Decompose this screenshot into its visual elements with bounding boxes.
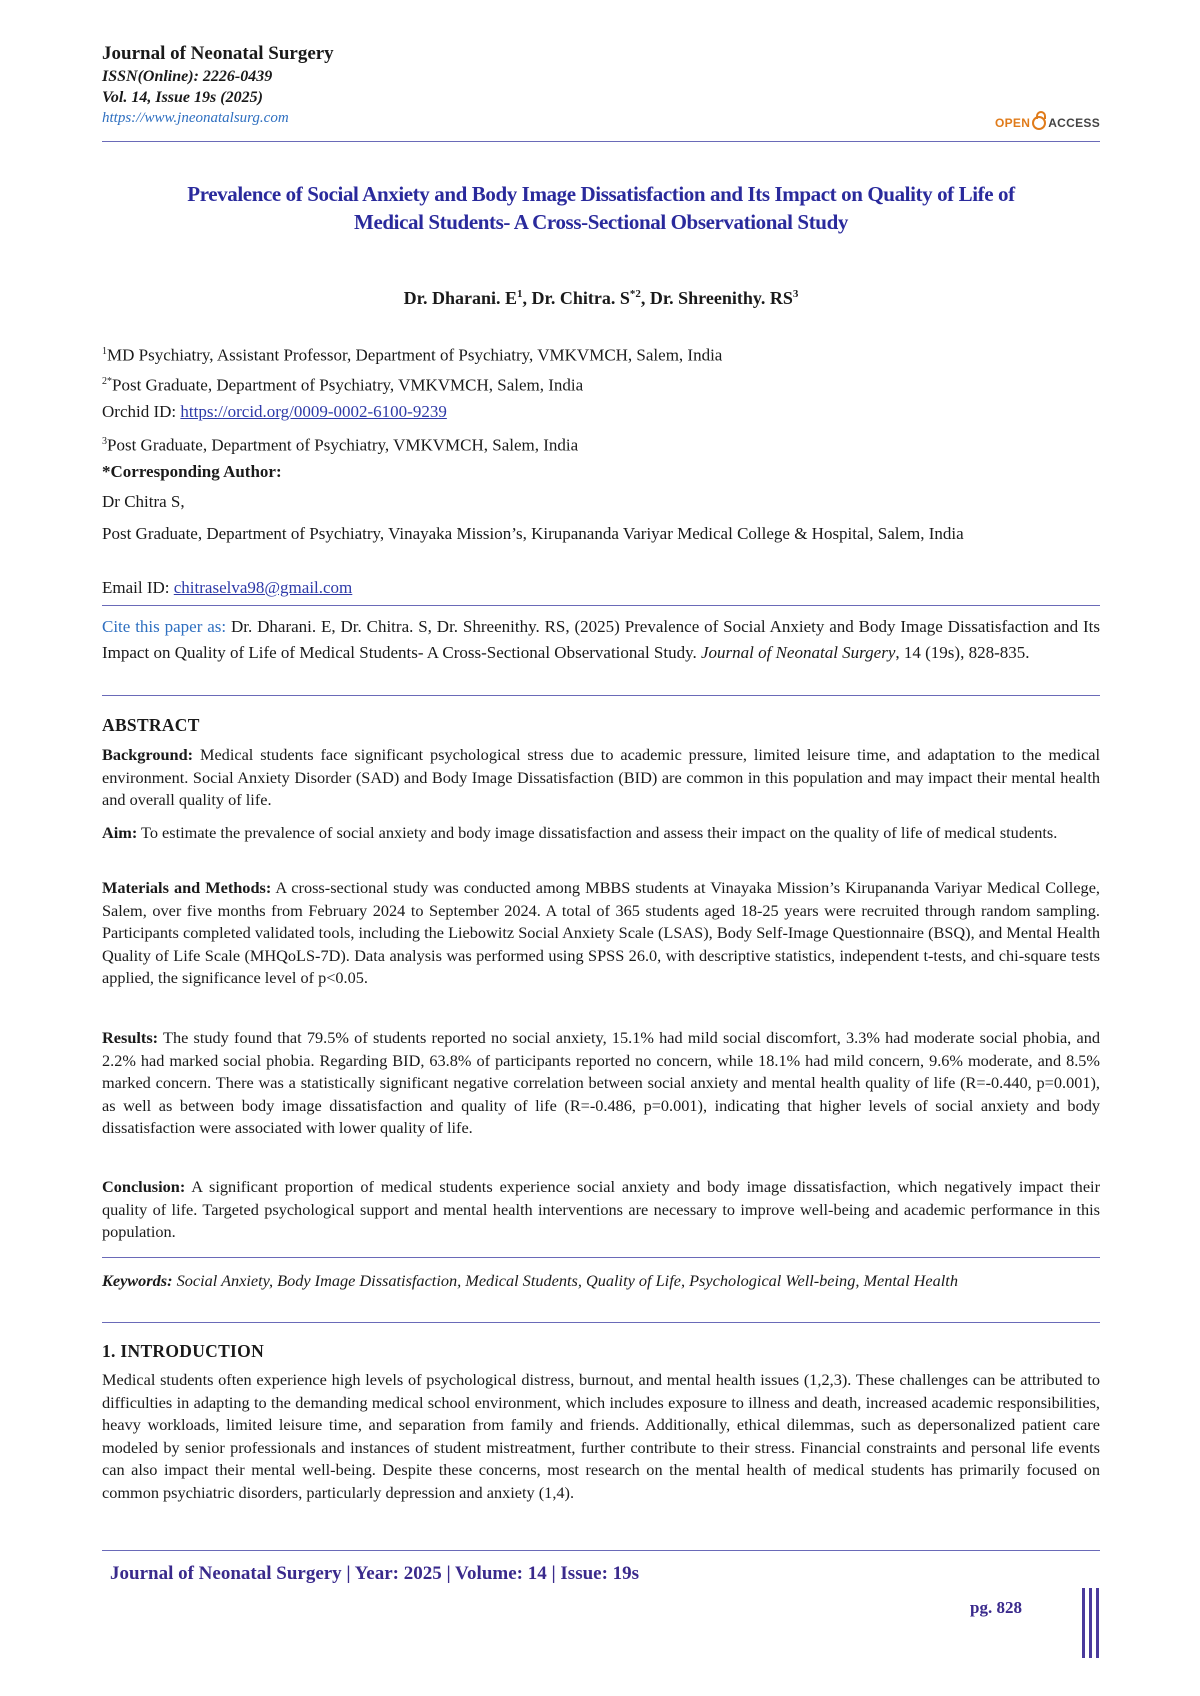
cite-label: Cite this paper as: bbox=[102, 617, 227, 636]
background-label: Background: bbox=[102, 745, 194, 764]
orcid-label: Orchid ID: bbox=[102, 402, 181, 421]
divider-keywords-bottom bbox=[102, 1322, 1100, 1323]
divider-keywords-top bbox=[102, 1257, 1100, 1258]
open-lock-icon bbox=[1032, 116, 1046, 130]
abstract-conclusion bbox=[102, 1176, 1100, 1244]
introduction-heading: 1. INTRODUCTION bbox=[102, 1341, 265, 1361]
keywords bbox=[102, 1270, 1100, 1293]
title-line-1: Prevalence of Social Anxiety and Body Image Dissatisfaction and Its Impact on Quality of Life of bbox=[187, 182, 1015, 206]
title-line-2: Medical Students- A Cross-Sectional Observational Study bbox=[354, 210, 848, 234]
orcid bbox=[102, 401, 1100, 423]
author-3: , Dr. Shreenithy. RS bbox=[640, 288, 793, 308]
email-link[interactable]: chitraselva98@gmail.com bbox=[173, 578, 353, 597]
methods-text: A cross-sectional study was conducted among MBBS students at Vinayaka Mission’s Kirupananda Variyar Medical College, Salem, over five months from February 2024 to September 2024. A total of 365 students aged 18-25 years were recruited through random sampling. Participants completed validated tools, including the Liebowitz Social Anxiety Scale (LSAS), Body Self-Image Questionnaire (BSQ), and Mental Health Quality of Life Scale (MHQoLS-7D). Data analysis was performed using SPSS 26.0, with descriptive statistics, independent t-tests, and chi-square tests applied, the significance level of p<0.05. bbox=[102, 878, 1100, 987]
results-text: The study found that 79.5% of students reported no social anxiety, 15.1% had mild social discomfort, 3.3% had moderate social phobia, and 2.2% had marked social phobia. Regarding BID, 63.8% of participants reported no concern, while 18.1% had mild concern, 9.6% moderate, and 8.5% marked concern. There was a statistically significant negative correlation between social anxiety and mental health quality of life (R=-0.440, p=0.001), as well as between body image dissatisfaction and quality of life (R=-0.486, p=0.001), indicating that higher levels of social anxiety and body dissatisfaction were associated with lower quality of life. bbox=[102, 1028, 1100, 1137]
author-1-sup: 1 bbox=[516, 288, 523, 300]
divider-cite-top bbox=[102, 605, 1100, 606]
author-1: Dr. Dharani. E bbox=[403, 288, 517, 308]
corresponding-author-label: *Corresponding Author: bbox=[102, 462, 282, 481]
abstract-aim bbox=[102, 822, 1100, 845]
orcid-link[interactable]: https://orcid.org/0009-0002-6100-9239 bbox=[180, 402, 447, 421]
abstract-background bbox=[102, 744, 1100, 812]
aim-label: Aim: bbox=[102, 823, 138, 842]
conclusion-label: Conclusion: bbox=[102, 1177, 186, 1196]
journal-header bbox=[102, 42, 1100, 129]
corresponding-address: Post Graduate, Department of Psychiatry, Vinayaka Mission’s, Kirupananda Variyar Medical College & Hospital, Salem, India bbox=[102, 524, 964, 543]
author-2-sup: *2 bbox=[629, 288, 641, 300]
abstract-methods bbox=[102, 877, 1100, 990]
abstract-heading: ABSTRACT bbox=[102, 715, 200, 735]
aff3-sup: 3 bbox=[102, 436, 107, 447]
volume-issue: Vol. 14, Issue 19s (2025) bbox=[102, 89, 263, 106]
open-access-badge bbox=[995, 116, 1100, 130]
access-label: ACCESS bbox=[1048, 116, 1100, 130]
introduction-text: Medical students often experience high levels of psychological distress, burnout, and mental health issues (1,2,3). These challenges can be attributed to difficulties in adapting to the demanding medical school environment, which includes exposure to illness and death, increased academic responsibilities, heavy workloads, limited leisure time, and separation from family and friends. Additionally, ethical dilemmas, such as depersonalized patient care modeled by senior professionals and instances of student mistreatment, further contribute to their stress. Financial constraints and personal life events can also impact their mental well-being. Despite these concerns, most research on the mental health of medical students has primarily focused on common psychiatric disorders, particularly depression and anxiety (1,4). bbox=[102, 1370, 1100, 1502]
aff2-sup: 2* bbox=[102, 376, 112, 387]
issn: ISSN(Online): 2226-0439 bbox=[102, 68, 273, 85]
affiliation-3 bbox=[102, 431, 1100, 457]
aim-text: To estimate the prevalence of social anxiety and body image dissatisfaction and assess their impact on the quality of life of medical students. bbox=[137, 823, 1058, 842]
author-2: , Dr. Chitra. S bbox=[522, 288, 630, 308]
author-3-sup: 3 bbox=[792, 288, 799, 300]
affiliation-2 bbox=[102, 371, 1100, 397]
open-label: OPEN bbox=[994, 116, 1031, 130]
keywords-text: Social Anxiety, Body Image Dissatisfaction, Medical Students, Quality of Life, Psychological Well-being, Mental Health bbox=[172, 1271, 958, 1290]
divider-cite-bottom bbox=[102, 695, 1100, 696]
affiliation-1 bbox=[102, 341, 1100, 367]
results-label: Results: bbox=[102, 1028, 159, 1047]
cite-tail: , 14 (19s), 828-835. bbox=[895, 643, 1030, 662]
methods-label: Materials and Methods: bbox=[102, 878, 272, 897]
footer-journal-info: Journal of Neonatal Surgery | Year: 2025 | Volume: 14 | Issue: 19s bbox=[110, 1563, 640, 1584]
corresponding-name: Dr Chitra S, bbox=[102, 492, 185, 511]
aff1-sup: 1 bbox=[102, 346, 107, 357]
aff1-text: MD Psychiatry, Assistant Professor, Department of Psychiatry, VMKVMCH, Salem, India bbox=[107, 345, 723, 365]
journal-url-link[interactable]: https://www.jneonatalsurg.com bbox=[102, 110, 289, 126]
paper-title bbox=[102, 180, 1100, 236]
email bbox=[102, 577, 1100, 599]
aff2-text: Post Graduate, Department of Psychiatry, VMKVMCH, Salem, India bbox=[112, 375, 584, 395]
cite-journal: Journal of Neonatal Surgery bbox=[700, 643, 896, 662]
journal-name: Journal of Neonatal Surgery bbox=[102, 43, 334, 64]
aff3-text: Post Graduate, Department of Psychiatry, VMKVMCH, Salem, India bbox=[107, 435, 579, 455]
footer-bars-decoration bbox=[1082, 1588, 1099, 1658]
citation bbox=[102, 614, 1100, 666]
header-divider bbox=[102, 141, 1100, 142]
footer-divider bbox=[102, 1550, 1100, 1551]
email-label: Email ID: bbox=[102, 578, 174, 597]
author-list bbox=[102, 288, 1100, 309]
page-number: pg. 828 bbox=[970, 1598, 1022, 1617]
keywords-label: Keywords: bbox=[102, 1271, 173, 1290]
abstract-results bbox=[102, 1027, 1100, 1140]
background-text: Medical students face significant psychological stress due to academic pressure, limited leisure time, and adaptation to the medical environment. Social Anxiety Disorder (SAD) and Body Image Dissatisfaction (BID) are common in this population and may impact their mental health and overall quality of life. bbox=[102, 745, 1100, 809]
conclusion-text: A significant proportion of medical students experience social anxiety and body image dissatisfaction, which negatively impact their quality of life. Targeted psychological support and mental health interventions are necessary to improve well-being and academic performance in this population. bbox=[102, 1177, 1100, 1241]
cite-text: Dr. Dharani. E, Dr. Chitra. S, Dr. Shreenithy. RS, (2025) Prevalence of Social Anxiety and Body Image Dissatisfaction and Its Impact on Quality of Life of Medical Students- A Cross-Sectional Observational Study. bbox=[102, 617, 1100, 662]
